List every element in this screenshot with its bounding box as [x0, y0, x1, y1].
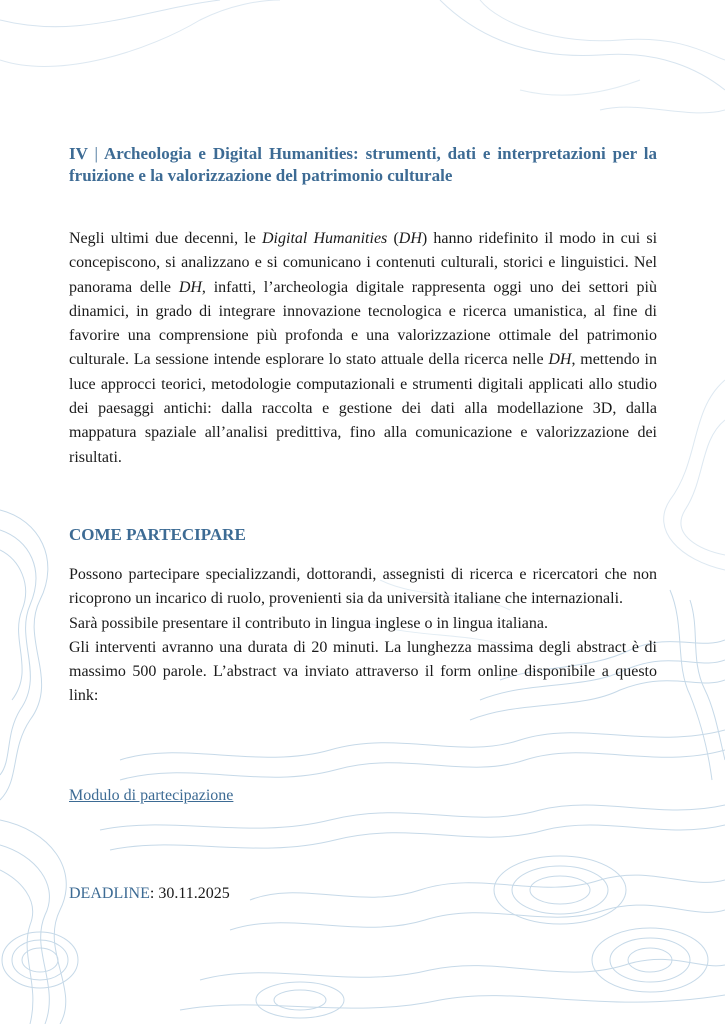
- intro-dh-abbr: DH: [398, 230, 422, 247]
- deadline-date: 30.11.2025: [154, 885, 230, 902]
- participate-body: [69, 563, 657, 709]
- section-heading: [69, 143, 657, 187]
- deadline-label: DEADLINE: [69, 885, 150, 902]
- intro-text: ) hanno ridefinito il modo in cui si concepiscono, si analizzano e si comunicano i contenuti culturali, storici e linguistici. Nel panorama delle: [69, 230, 658, 296]
- intro-paragraph: [69, 227, 657, 470]
- intro-dh-abbr: DH: [548, 351, 572, 369]
- participate-eligibility: Possono partecipare specializzandi, dottorandi, assegnisti di ricerca e ricercatori che non ricoprono un incarico di ruolo, provenienti sia da università italiane che internazionali.: [69, 566, 657, 608]
- participate-format: Gli interventi avranno una durata di 20 minuti. La lunghezza massima degli abstract è di massimo 500 parole. L’abstract va inviato attraverso il form online disponibile a questo link:: [69, 638, 657, 705]
- section-title: Archeologia e Digital Humanities: strumenti, dati e interpretazioni per la fruizione e la valorizzazione del patrimonio culturale: [69, 144, 658, 185]
- participation-form-link[interactable]: Modulo di partecipazione: [69, 787, 234, 804]
- intro-text: Negli ultimi due decenni, le: [69, 230, 262, 247]
- deadline: [69, 882, 230, 906]
- intro-text: , infatti, l’archeologia digitale rappresenta oggi uno dei settori più dinamici, in grado di integrare innovazione tecnologica e ricerca umanistica, al fine di favorire una comprensione più profonda e una valorizzazione ottimale del patrimonio culturale. La sessione intende esplorare lo stato attuale della ricerca nelle: [69, 278, 658, 369]
- intro-text: , mettendo in luce approcci teorici, metodologie computazionali e strumenti digitali applicati allo studio dei paesaggi antichi: dalla raccolta e gestione dei dati alla modellazione 3D, dalla mappatura spaziale all’analisi predittiva, fino alla comunicazione e valorizzazione dei risultati.: [69, 351, 658, 466]
- intro-dh-full: Digital Humanities: [262, 230, 388, 247]
- deadline-separator: :: [149, 885, 155, 902]
- participate-language: Sarà possibile presentare il contributo in lingua inglese o in lingua italiana.: [69, 614, 548, 632]
- section-number: IV: [69, 144, 88, 163]
- intro-text: (: [387, 230, 399, 247]
- section-separator: |: [94, 144, 98, 163]
- intro-dh-abbr: DH: [178, 278, 202, 296]
- participate-heading: COME PARTECIPARE: [69, 525, 246, 544]
